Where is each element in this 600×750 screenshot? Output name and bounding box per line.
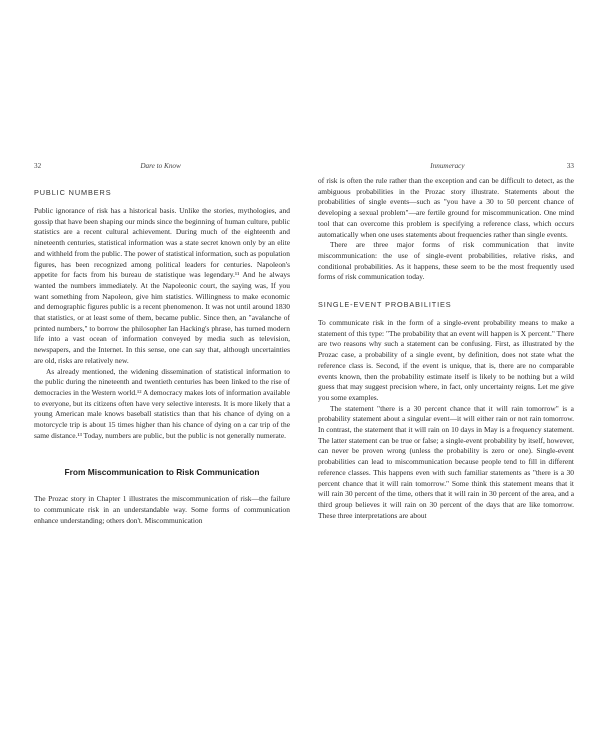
left-page-number: 32 [34, 162, 42, 170]
right-page [318, 162, 574, 521]
paragraph: The Prozac story in Chapter 1 illustrates the miscommunication of risk—the failure to communicate risk in an understandable way. Some forms of communication enhance understanding; others don't. Miscommunication [34, 494, 290, 525]
paragraph: The statement "there is a 30 percent chance that it will rain tomorrow" is a probability statement about a singular event—it will either rain or not rain tomorrow. In contrast, the statement that it will rain on 10 days in May is a frequency statement. The latter statement can be true or false; a single-event probability by itself, however, can never be proven wrong (unless the probability is zero or one). Single-event probabilities can lead to miscommunication because people tend to fill in different reference classes. This happens even with such familiar statements as "there is a 30 percent chance that it will rain tomorrow." Some think this statement means that it will rain 30 percent of the time, others that it will rain in 30 percent of the area, and a third group believes it will rain on 30 percent of the days that are like tomorrow. These three interpretations are about [318, 403, 574, 520]
right-page-number: 33 [566, 162, 574, 170]
right-running-title: Innumeracy [430, 162, 465, 170]
left-running-title: Dare to Know [140, 162, 181, 170]
paragraph: To communicate risk in the form of a single-event probability means to make a statement of this type: "The probability that an event will happen is X percent." There are two reasons why such a statement can be confusing. First, as illustrated by the Prozac case, a probability of a single event, by definition, does not state what the reference class is. Second, if the event is unique, that is, there are no comparable events known, then the probability estimate itself is likely to be nothing but a wild guess that may suggest precision where, in fact, only uncertainty reigns. Let me give you some examples. [318, 318, 574, 402]
paragraph: of risk is often the rule rather than the exception and can be difficult to detect, as the ambiguous probabilities in the Prozac story illustrate. Statements about the probabilities of single events—such as "you have a 30 to 50 percent chance of developing a sexual problem"—are fertile ground for miscommunication. One mind tool that can overcome this problem is specifying a reference class, which occurs automatically when one uses statements about frequencies rather than single events. [318, 176, 574, 239]
section-heading-public-numbers: PUBLIC NUMBERS [34, 188, 112, 197]
right-running-head [318, 162, 574, 174]
subheading-risk-communication: From Miscommunication to Risk Communication [64, 467, 260, 478]
paragraph: As already mentioned, the widening dissemination of statistical information to the public during the nineteenth and twentieth centuries has been linked to the rise of democracies in the Western world.¹² A democracy makes lots of information available to everyone, but its citizens often have very selective interests. It is more likely that a young American male knows baseball statistics than that his chance of dying on a motorcycle trip is about 15 times higher than his chance of dying on a car trip of the same distance.¹³ Today, numbers are public, but the public is not generally numerate. [34, 366, 290, 440]
left-running-head [34, 162, 290, 174]
paragraph: Public ignorance of risk has a historical basis. Unlike the stories, mythologies, and gossip that have been shaping our minds since the beginning of human culture, public statistics are a recent cultural achievement. During much of the eighteenth and nineteenth centuries, statistical information was a state secret known only by an elite and withheld from the public. The power of statistical information, such as population figures, has been recognized among political leaders for centuries. Napoleon's appetite for facts from his bureau de statistique was legendary.¹¹ And he always wanted the numbers immediately. At the Napoleonic court, the saying was, If you want something from Napoleon, give him statistics. Willingness to make economic and demographic figures public is a recent phenomenon. It was not until around 1830 that statistics, or at least some of them, became public. Since then, an "avalanche of printed numbers," to borrow the philosopher Ian Hacking's phrase, has turned modern life into a vast ocean of information conveyed by media such as television, newspapers, and the Internet. In this sense, one can say that, although uncertainties are old, risks are relatively new. [34, 206, 290, 365]
paragraph: There are three major forms of risk communication that invite miscommunication: the use of single-event probabilities, relative risks, and conditional probabilities. As it happens, these seem to be the most frequently used forms of risk communication today. [318, 240, 574, 282]
section-heading-single-event: SINGLE-EVENT PROBABILITIES [318, 300, 452, 310]
left-page [34, 162, 290, 527]
